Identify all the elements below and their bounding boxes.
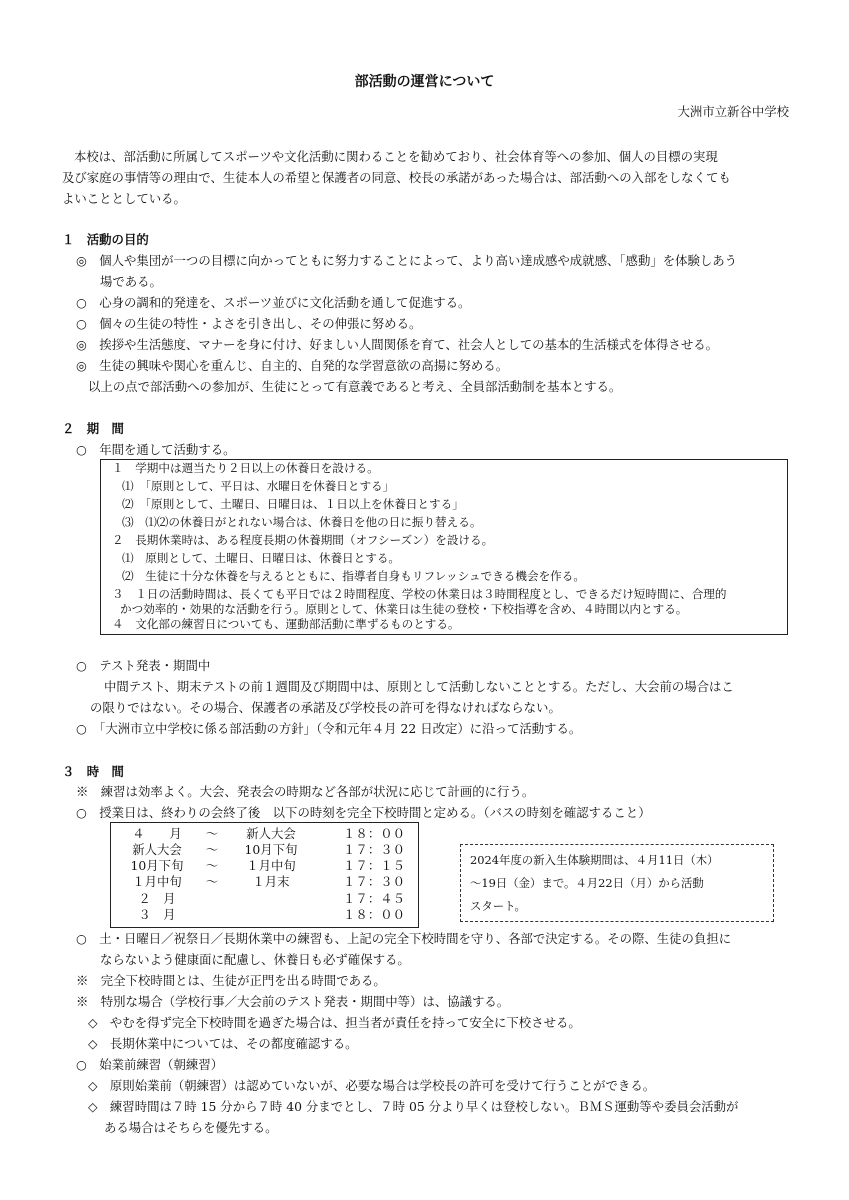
section-1-heading: １ 活動の目的: [62, 232, 149, 247]
intro-line-3: よいこととしている。: [62, 191, 186, 206]
table-cell: １７：４５: [343, 890, 405, 906]
table-cell: １月中旬: [246, 858, 296, 874]
rule-line: ⑵ 生徒に十分な休養を与えるとともに、指導者自身もリフレッシュできる機会を作る。: [122, 569, 585, 583]
sec2-lead: ○ 年間を通して活動する。: [76, 442, 236, 457]
sec3-line: ならないよう健康面に配慮し、休養日も必ず確保する。: [100, 952, 410, 967]
sec3-line: ◇ 原則始業前（朝練習）は認めていないが、必要な場合は学校長の許可を受けて行うことができる。: [88, 1078, 656, 1093]
table-row: [121, 907, 405, 923]
sec1-item: ○ 心身の調和的発達を、スポーツ並びに文化活動を通して促進する。: [76, 295, 471, 310]
rule-line: かつ効率的・効果的な活動を行う。原則として、休業日は生徒の登校・下校指導を含め、４時間以内とする。: [120, 602, 688, 616]
table-cell: 新人大会: [246, 825, 296, 841]
note-line: 2024年度の新入生体験期間は、４月11日（木）: [470, 853, 719, 867]
table-cell: １７：３０: [343, 842, 405, 858]
table-row: [121, 891, 405, 907]
table-cell: １８：００: [343, 825, 405, 841]
table-cell: ４ 月: [132, 825, 182, 841]
table-cell: １７：３０: [343, 874, 405, 890]
table-cell: 新人大会: [132, 842, 182, 858]
sec3-line: ○ 始業前練習（朝練習）: [76, 1057, 224, 1072]
rule-line: ⑶ ⑴⑵の休養日がとれない場合は、休養日を他の日に振り替える。: [122, 515, 482, 529]
rule-line: ２ 長期休業時は、ある程度長期の休養期間（オフシーズン）を設ける。: [112, 533, 494, 547]
table-cell: ～: [205, 858, 219, 874]
sec3-line: ※ 特別な場合（学校行事／大会前のテスト発表・期間中等）は、協議する。: [76, 994, 510, 1009]
test-period-heading: ○ テスト発表・期間中: [76, 658, 211, 673]
table-row: [121, 826, 405, 842]
table-cell: １８：００: [343, 906, 405, 922]
page-title: 部活動の運営について: [354, 74, 495, 90]
sec3-line: ○ 土・日曜日／祝祭日／長期休業中の練習も、上記の完全下校時間を守り、各部で決定する。その際、生徒の負担に: [76, 931, 732, 946]
table-cell: 10月下旬: [244, 842, 298, 858]
sec3-line: ◇ 練習時間は７時 15 分から７時 40 分までとし、７時 05 分より早くは登校しない。ＢＭＳ運動等や委員会活動が: [88, 1099, 739, 1114]
dismissal-time-table: [110, 822, 419, 928]
sec3-line: ○ 授業日は、終わりの会終了後 以下の時刻を完全下校時間と定める。（バスの時刻を確認すること）: [76, 805, 651, 820]
sec1-item: ◎ 個人や集団が一つの目標に向かってともに努力することによって、より高い達成感や成就感、「感動」を体験しあう: [76, 253, 738, 268]
table-cell: ～: [205, 874, 219, 890]
rule-line: １ 学期中は週当たり２日以上の休養日を設ける。: [112, 461, 379, 475]
test-period-text: 中間テスト、期末テストの前１週間及び期間中は、原則として活動しないこととする。ただし、大会前の場合はこ: [104, 679, 734, 694]
table-cell: １月末: [252, 874, 290, 890]
table-cell: [193, 891, 231, 907]
table-cell: ～: [205, 842, 219, 858]
table-row: [121, 858, 405, 874]
sec3-line: ◇ やむを得ず完全下校時間を過ぎた場合は、担当者が責任を持って安全に下校させる。: [88, 1015, 581, 1030]
test-period-text: の限りではない。その場合、保護者の承諾及び学校長の許可を得なければならない。: [90, 700, 561, 715]
sec3-line: ※ 完全下校時間とは、生徒が正門を出る時間である。: [76, 973, 386, 988]
school-name: 大洲市立新谷中学校: [677, 104, 789, 119]
policy-line: ○ 「大洲市立中学校に係る部活動の方針」（令和元年４月 22 日改定）に沿って活動する。: [76, 721, 582, 736]
table-cell: ３ 月: [138, 906, 176, 922]
table-cell: ～: [205, 825, 219, 841]
sec1-item: ◎ 挨拶や生活態度、マナーを身に付け、好ましい人間関係を育て、社会人としての基本的生活様式を体得させる。: [76, 337, 718, 352]
sec3-line: ある場合はそちらを優先する。: [104, 1120, 278, 1135]
rule-line: ⑴ 「原則として、平日は、水曜日を休養日とする」: [122, 479, 395, 493]
table-cell: ２ 月: [138, 890, 176, 906]
table-cell: １月中旬: [132, 874, 182, 890]
sec1-item: ○ 個々の生徒の特性・よさを引き出し、その伸張に努める。: [76, 316, 422, 331]
sec3-line: ※ 練習は効率よく。大会、発表会の時期など各部が状況に応じて計画的に行う。: [76, 784, 535, 799]
sec1-item: ◎ 生徒の興味や関心を重んじ、自主的、自発的な学習意欲の高揚に努める。: [76, 358, 509, 373]
sec1-item: 場である。: [100, 274, 162, 289]
table-cell: 10月下旬: [130, 858, 184, 874]
section-3-heading: ３ 時 間: [62, 764, 124, 779]
rule-line: ⑴ 原則として、土曜日、日曜日は、休養日とする。: [122, 551, 401, 565]
table-cell: [231, 907, 311, 923]
intro-line-2: 及び家庭の事情等の理由で、生徒本人の希望と保護者の同意、校長の承諾があった場合は、部活動への入部をしなくても: [62, 170, 731, 185]
sec3-line: ◇ 長期休業中については、その都度確認する。: [88, 1036, 358, 1051]
table-cell: １７：１５: [343, 858, 405, 874]
rule-line: ⑵ 「原則として、土曜日、日曜日は、１日以上を休養日とする」: [122, 497, 464, 511]
table-row: [121, 842, 405, 858]
sec1-conclusion: 以上の点で部活動への参加が、生徒にとって有意義であると考え、全員部活動制を基本とする。: [88, 379, 622, 394]
note-line: スタート。: [470, 899, 526, 913]
table-row: [121, 875, 405, 891]
section-2-heading: ２ 期 間: [62, 421, 124, 436]
note-line: ～19日（金）まで。４月22日（月）から活動: [470, 876, 704, 890]
table-cell: [193, 907, 231, 923]
rule-line: ３ １日の活動時間は、長くても平日では２時間程度、学校の休業日は３時間程度とし、できるだけ短時間に、合理的: [112, 587, 727, 601]
intro-line-1: 本校は、部活動に所属してスポーツや文化活動に関わることを勧めており、社会体育等への参加、個人の目標の実現: [74, 149, 718, 164]
rule-line: ４ 文化部の練習日についても、運動部活動に準ずるものとする。: [112, 617, 460, 631]
table-cell: [231, 891, 311, 907]
